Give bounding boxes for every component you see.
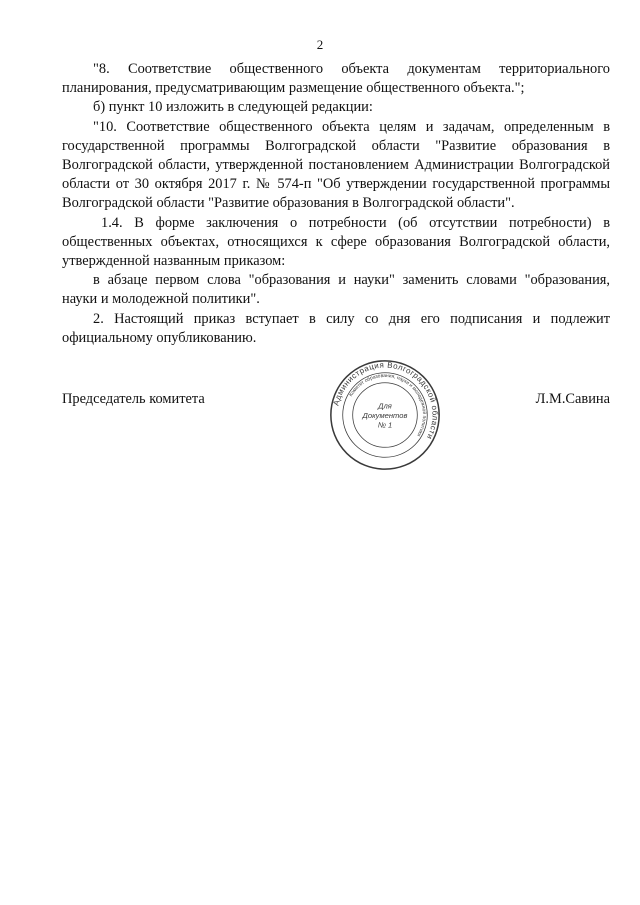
signatory-name: Л.М.Савина: [535, 391, 610, 407]
signatory-position: Председатель комитета: [62, 391, 205, 407]
document-body: [62, 60, 610, 348]
paragraph-replacement: в абзаце первом слова "образования и науки" заменить словами "образования, науки и молодежной политики".: [62, 272, 610, 308]
seal-center-line-3: № 1: [377, 420, 393, 430]
paragraph-item-10: "10. Соответствие общественного объекта целям и задачам, определенным в государственной программы Волгоградской области "Развитие образования в Волгоградской области, утвержденной постановлением Администрации Волгоградской области от 30 октября 2017 г. № 574-п "Об утверждении государственной программы Волгоградской области "Развитие образования в Волгоградской области".: [62, 118, 610, 212]
seal-inner-text: Комитет образования, науки и молодежной политики: [349, 373, 427, 437]
official-seal-stamp: [328, 358, 442, 472]
seal-center-line-1: Для: [378, 401, 392, 411]
paragraph-clause-2: 2. Настоящий приказ вступает в силу со дня его подписания и подлежит официальному опубликованию.: [62, 310, 610, 346]
seal-outer-text: Администрация Волгоградской области: [331, 360, 440, 442]
paragraph-item-8: "8. Соответствие общественного объекта документам территориального планирования, предусматривающим размещение общественного объекта.";: [62, 61, 610, 97]
paragraph-subitem-b: б) пункт 10 изложить в следующей редакции:: [93, 99, 373, 116]
paragraph-clause-1-4: 1.4. В форме заключения о потребности (об отсутствии потребности) в общественных объектах, относящихся к сфере образования Волгоградской области, утвержденной названным приказом:: [62, 214, 610, 270]
seal-center-line-2: Документов: [362, 410, 408, 420]
page-number: 2: [316, 37, 324, 52]
